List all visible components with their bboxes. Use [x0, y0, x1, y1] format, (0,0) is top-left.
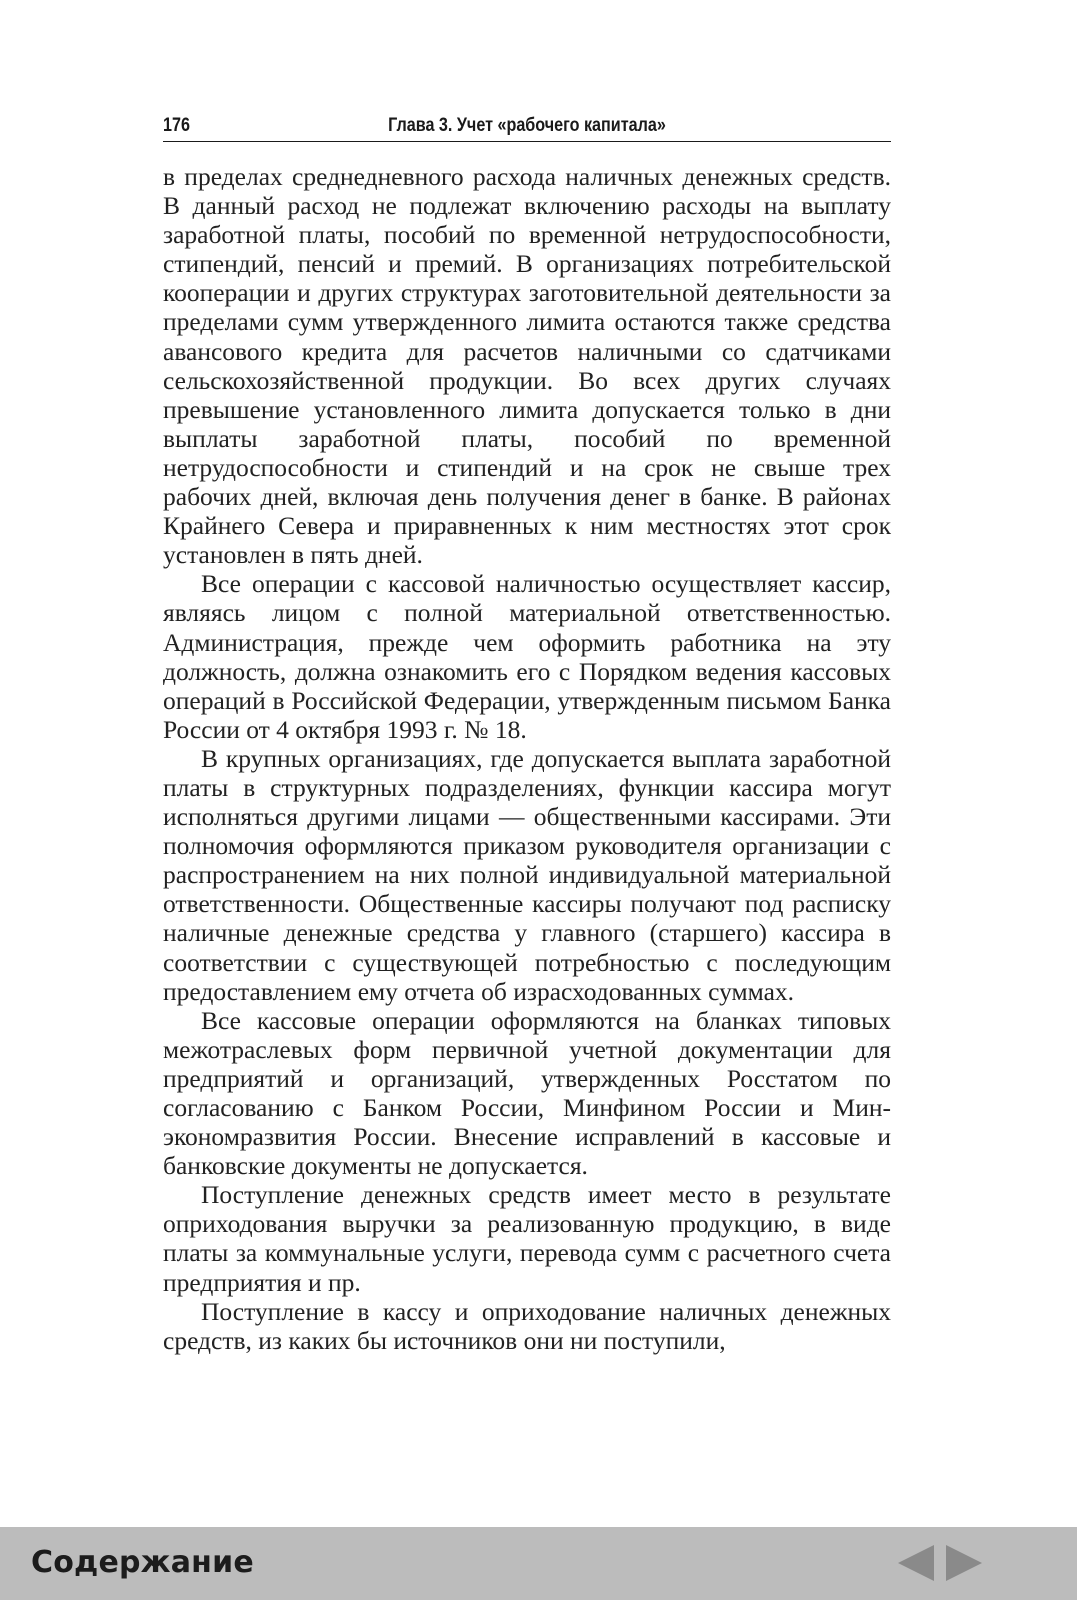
page-body — [163, 162, 891, 1355]
paragraph: Все операции с кассовой наличностью осуществляет кассир, являясь лицом с полной материальной ответственностью. Администрация, прежде чем оформить работника на эту должность, должна ознакомить его с Порядком ведения кассовых операций в Российской Федерации, утвержденным письмом Банка России от 4 октября 1993 г. № 18. — [163, 569, 891, 744]
running-header — [163, 111, 891, 142]
page-number: 176 — [163, 115, 190, 136]
triangle-right-icon — [944, 1544, 984, 1582]
paragraph: в пределах среднедневного расхода наличных денежных средств. В данный расход не подлежат включению расходы на выплату заработной платы, пособий по временной нетрудоспособности, стипендий, пенсий и премий. В организациях потребительской кооперации и других структурах заготовительной деятельности за пределами сумм утвержденного лимита остаются также средства авансового кредита для расчетов наличными со сдатчиками сельскохозяйственной продукции. Во всех других случаях превышение установленного лимита допускается только в дни выплаты заработной платы, пособий по временной нетрудоспособности и стипендий и на срок не свыше трех рабочих дней, включая день получения денег в банке. В районах Крайнего Севера и приравненных к ним местностях этот срок установлен в пять дней. — [163, 162, 891, 570]
contents-button[interactable]: Содержание — [31, 1545, 254, 1580]
paragraph: Поступление в кассу и оприходование наличных денежных средств, из каких бы источников они ни поступили, — [163, 1296, 891, 1355]
navigation-bar — [0, 1527, 1077, 1600]
previous-page-button[interactable] — [896, 1544, 936, 1582]
chapter-title: Глава 3. Учет «рабочего капитала» — [388, 115, 666, 136]
paragraph: В крупных организациях, где допускается выплата заработной платы в структурных подразделениях, функции кассира могут исполняться другими лицами — общественными кассирами. Эти полномочия оформляются приказом руководителя организации с распространением на них полной индивидуальной материальной ответственности. Общественные кассиры получают под расписку наличные денежные средства у главного (старшего) кассира в соответствии с существующей потребностью с последующим предоставлением ему отчета об израсходованных суммах. — [163, 743, 891, 1006]
paragraph: Все кассовые операции оформляются на бланках типовых межотраслевых форм первичной учетной документации для предприятий и организаций, утвержденных Росстатом по согласованию с Банком России, Минфином России и Минэкономразвития России. Внесение исправлений в кассовые и банковские документы не допускается. — [163, 1005, 891, 1181]
next-page-button[interactable] — [944, 1544, 984, 1582]
triangle-left-icon — [896, 1544, 936, 1582]
paragraph: Поступление денежных средств имеет место в результате оприходования выручки за реализованную продукцию, в виде платы за коммунальные услуги, перевода сумм с расчетного счета предприятия и пр. — [163, 1180, 891, 1297]
